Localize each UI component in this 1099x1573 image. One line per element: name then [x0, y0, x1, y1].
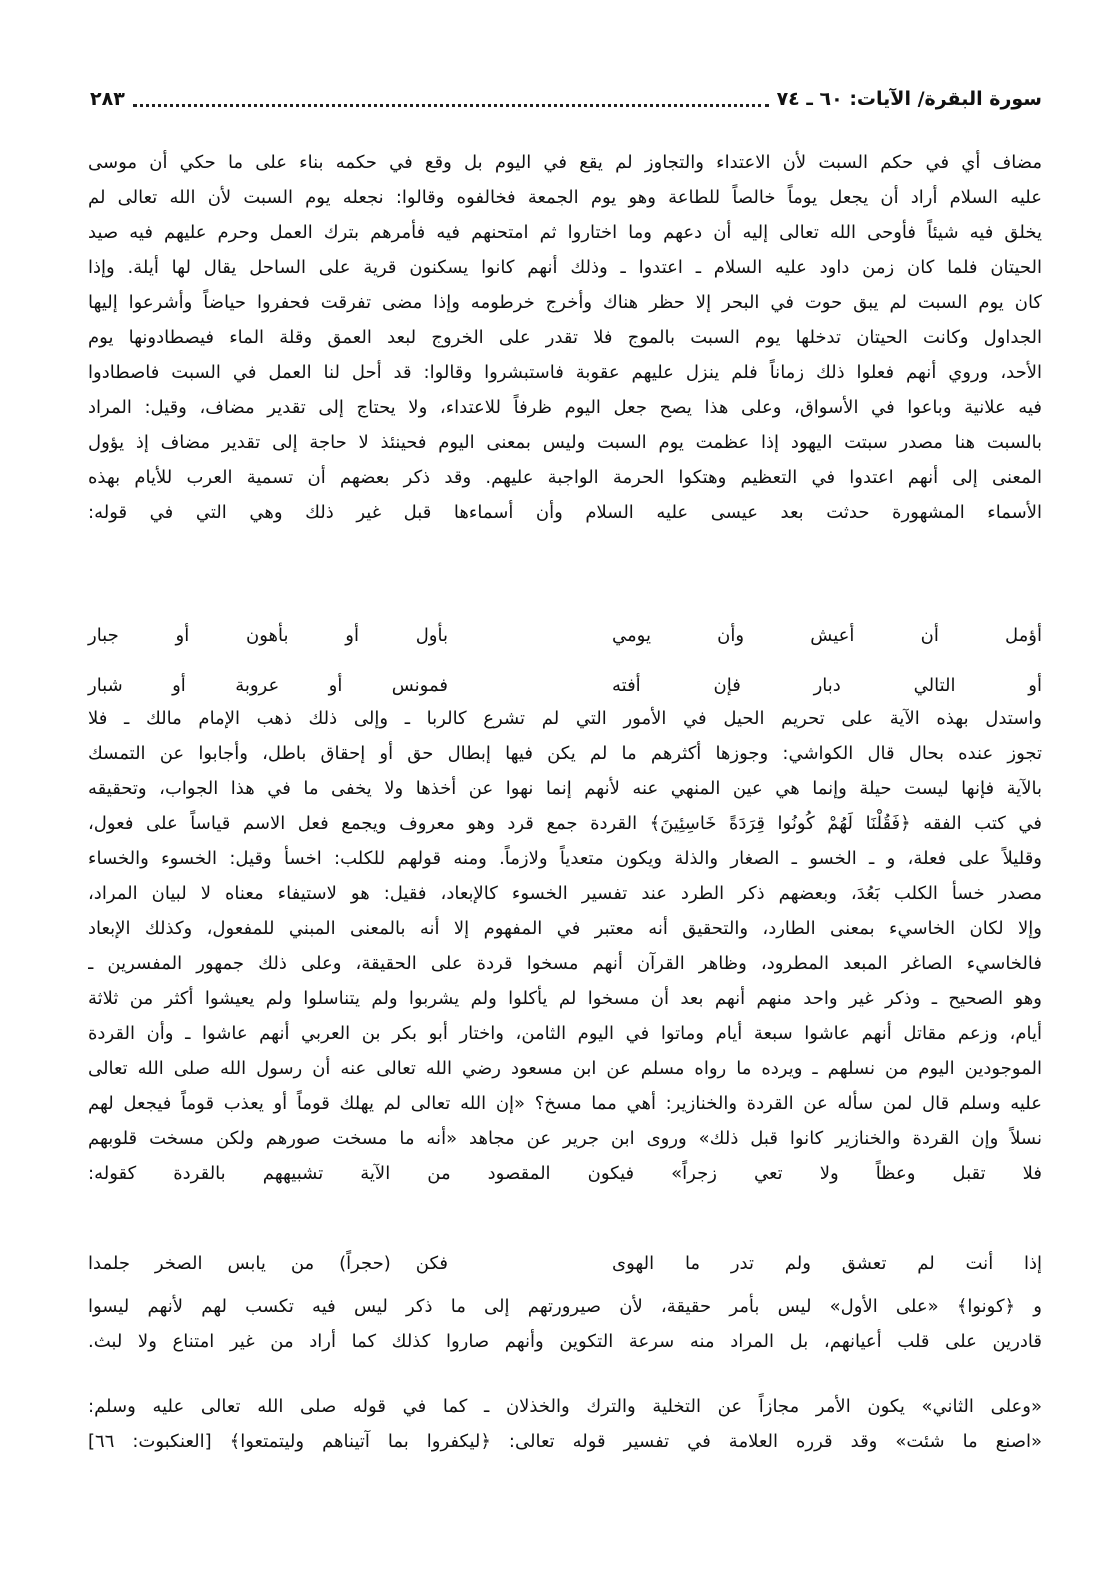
header-title: سورة البقرة/ الآيات: ٦٠ ـ ٧٤ — [776, 88, 1042, 110]
poem-verse — [88, 611, 1042, 661]
text-line: الجداول وكانت الحيتان تدخلها يوم السبت بالموج فلا تقدر على الخروج لبعد العمق وقلة الماء فيصطادونها يوم — [88, 327, 1042, 348]
running-header — [90, 84, 1042, 114]
poem-2 — [88, 1239, 1042, 1289]
text-line: كان يوم السبت لم يبق حوت في البحر إلا حظر هناك وأخرج خرطومه وإذا مضى تفرقت فحفروا حياضاً وأشرعوا إليها — [88, 292, 1042, 313]
page-number: ٢٨٣ — [90, 88, 125, 110]
poem-1 — [88, 611, 1042, 711]
text-line: وقليلاً على فعلة، و ـ الخسو ـ الصغار والذلة ويكون متعدياً ولازماً. ومنه قولهم للكلب: اخسأ وقيل: الخسوء والخساء — [88, 848, 1042, 869]
text-line: تجوز عنده بحال قال الكواشي: وجوزها أكثرهم ما لم يكن فيها إبطال حق أو إحقاق باطل، وأجابوا عن التمسك — [88, 743, 1042, 764]
text-line: الحيتان فلما كان زمن داود عليه السلام ـ اعتدوا ـ وذلك أنهم كانوا يسكنون قرية على الساحل يقال لها أيلة. وإذا — [88, 257, 1042, 278]
text-line: يخلق فيه شيئاً فأوحى الله تعالى إليه أن دعهم وما اختاروا ثم امتحنهم فيه فأمرهم بترك العمل وحرم عليهم فيه صيد — [88, 222, 1042, 243]
text-line: الموجودين اليوم من نسلهم ـ ويرده ما رواه مسلم عن ابن مسعود رضي الله تعالى عنه أن رسول الله صلى الله تعالى — [88, 1058, 1042, 1079]
text-line: فيه علانية وباعوا في الأسواق، وعلى هذا يصح جعل اليوم ظرفاً للاعتداء، ولا يحتاج إلى تقدير مضاف، وقيل: المراد — [88, 397, 1042, 418]
poem-hemistich-first: إذا أنت لم تعشق ولم تدر ما الهوى — [612, 1253, 1042, 1274]
poem-hemistich-first: أو التالي دبار فإن أفته — [612, 675, 1042, 696]
text-line: نسلاً وإن القردة والخنازير كانوا قبل ذلك» وروى ابن جرير عن مجاهد «أنه ما مسخت صورهم ولكن مسخت قلوبهم — [88, 1128, 1042, 1149]
poem-hemistich-second: فمونس أو عروبة أو شبار — [88, 675, 448, 696]
text-line: «وعلى الثاني» يكون الأمر مجازاً عن التخلية والترك والخذلان ـ كما في قوله صلى الله تعالى عليه وسلم: — [88, 1396, 1042, 1417]
text-line: أيام، وزعم مقاتل أنهم عاشوا سبعة أيام وماتوا في اليوم الثامن، واختار أبو بكر بن العربي أنهم عاشوا ـ وأن القردة — [88, 1023, 1042, 1044]
text-line: الأسماء المشهورة حدثت بعد عيسى عليه السلام وأن أسماءها قبل غير ذلك وهي التي في قوله: — [88, 502, 1042, 523]
text-line: قادرين على قلب أعيانهم، بل المراد منه سرعة التكوين وأنهم صاروا كذلك كما أراد من غير امتناع ولا لبث. — [88, 1331, 1042, 1352]
paragraph-4 — [88, 1389, 1042, 1459]
text-line: المعنى إلى أنهم اعتدوا في التعظيم وهتكوا الحرمة الواجبة عليهم. وقد ذكر بعضهم أن تسمية العرب للأيام بهذه — [88, 467, 1042, 488]
text-line: «اصنع ما شئت» وقد قرره العلامة في تفسير قوله تعالى: ﴿ليكفروا بما آتيناهم وليتمتعوا﴾ [العنكبوت: ٦٦] — [88, 1431, 1042, 1452]
text-line: وإلا لكان الخاسيء بمعنى الطارد، والتحقيق أنه معتبر في المفهوم إلا أنه بالمعنى المبني للمفعول، وكذلك الإبعاد — [88, 918, 1042, 939]
poem-verse — [88, 1239, 1042, 1289]
text-line: مضاف أي في حكم السبت لأن الاعتداء والتجاوز لم يقع في اليوم بل وقع في حكمه بناء على ما حكي أن موسى — [88, 152, 1042, 173]
header-leader-dots — [133, 104, 769, 107]
text-line: بالسبت هنا مصدر سبتت اليهود إذا عظمت يوم السبت وليس بمعنى اليوم فحينئذ لا حاجة إلى تقدير مضاف إذ يؤول — [88, 432, 1042, 453]
poem-hemistich-second: فكن (حجراً) من يابس الصخر جلمدا — [88, 1253, 448, 1274]
text-line: بالآية فإنها ليست حيلة وإنما هي عين المنهي عنه لأنهم إنما نهوا عن أخذها ولا يخفى ما في هذا الجواب، وتحقيقه — [88, 778, 1042, 799]
text-line: و ﴿كونوا﴾ «على الأول» ليس بأمر حقيقة، لأن صيرورتهم إلى ما ذكر ليس فيه تكسب لهم لأنهم ليسوا — [88, 1296, 1042, 1317]
text-line: فالخاسيء الصاغر المبعد المطرود، وظاهر القرآن أنهم مسخوا قردة على الحقيقة، وعلى ذلك جمهور المفسرين ـ — [88, 953, 1042, 974]
poem-hemistich-first: أؤمل أن أعيش وأن يومي — [612, 625, 1042, 646]
paragraph-3 — [88, 1289, 1042, 1359]
text-line: واستدل بهذه الآية على تحريم الحيل في الأمور التي لم تشرع كالربا ـ وإلى ذلك ذهب الإمام مالك ـ فلا — [88, 708, 1042, 729]
poem-hemistich-second: بأول أو بأهون أو جبار — [88, 625, 448, 646]
paragraph-1 — [88, 145, 1042, 530]
text-line: الأحد، وروي أنهم فعلوا ذلك زماناً فلم ينزل عليهم عقوبة فاستبشروا وقالوا: قد أحل لنا العمل في السبت فاصطادوا — [88, 362, 1042, 383]
text-line: فلا تقبل وعظاً ولا تعي زجراً» فيكون المقصود من الآية تشبيههم بالقردة كقوله: — [88, 1163, 1042, 1184]
text-line: عليه السلام أراد أن يجعل يوماً خالصاً للطاعة وهو يوم الجمعة فخالفوه وقالوا: نجعله يوم السبت لأن الله تعالى لم — [88, 187, 1042, 208]
text-line: مصدر خسأ الكلب بَعُدَ، وبعضهم ذكر الطرد عند تفسير الخسوء كالإبعاد، فقيل: هو لاستيفاء معناه لا لبيان المراد، — [88, 883, 1042, 904]
text-line: في كتب الفقه ﴿فَقُلْنَا لَهُمْ كُونُوا قِرَدَةً خَاسِئِينَ﴾ القردة جمع قرد وهو معروف ويجمع فعل الاسم قياساً على فعول، — [88, 813, 1042, 834]
text-line: وهو الصحيح ـ وذكر غير واحد منهم أنهم بعد أن مسخوا لم يأكلوا ولم يشربوا ولم يتناسلوا ولم يعيشوا أكثر من ثلاثة — [88, 988, 1042, 1009]
text-line: عليه وسلم قال لمن سأله عن القردة والخنازير: أهي مما مسخ؟ «إن الله تعالى لم يهلك قوماً أو يعذب قوماً فيجعل لهم — [88, 1093, 1042, 1114]
paragraph-2 — [88, 701, 1042, 1191]
